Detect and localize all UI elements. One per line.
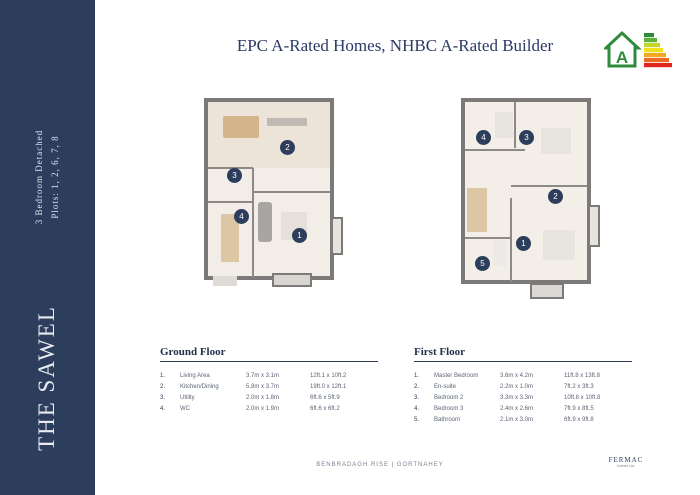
first-floor-heading: First Floor [414, 346, 632, 362]
room-name: Bedroom 3 [434, 405, 464, 412]
room-name: En-suite [434, 383, 457, 390]
ground-marker-3: 3 [227, 168, 242, 183]
ground-floor-heading: Ground Floor [160, 346, 378, 362]
brand-tagline: Homes Ltd. [617, 464, 635, 468]
table-row [414, 392, 632, 403]
table-row [414, 381, 632, 392]
first-floor-table [414, 370, 632, 425]
ground-floor-schedule [160, 346, 378, 414]
first-floor-drawing [455, 98, 605, 306]
room-metric: 2.2m x 1.0m [500, 383, 534, 390]
sidebar [0, 0, 95, 495]
room-number: 1. [160, 372, 166, 379]
room-imperial: 6ft.6 x 6ft.2 [310, 405, 340, 412]
table-row [160, 370, 378, 381]
table-row [414, 370, 632, 381]
ground-marker-4: 4 [234, 209, 249, 224]
development-name: BENBRADAGH RISE | GORTNAHEY [316, 462, 444, 468]
room-metric: 3.3m x 3.3m [500, 394, 534, 401]
first-floor-plan [455, 98, 605, 306]
room-metric: 2.4m x 2.6m [500, 405, 534, 412]
house-title: THE SAWEL [34, 305, 59, 451]
room-number: 2. [160, 383, 166, 390]
room-number: 4. [160, 405, 166, 412]
table-row [160, 403, 378, 414]
room-number: 3. [414, 394, 420, 401]
room-metric: 5.8m x 3.7m [246, 383, 280, 390]
room-metric: 3.7m x 3.1m [246, 372, 280, 379]
room-name: WC [180, 405, 190, 412]
first-floor-schedule [414, 346, 632, 425]
room-number: 1. [414, 372, 420, 379]
room-name: Kitchen/Dining [180, 383, 219, 390]
table-row [414, 414, 632, 425]
first-marker-2: 2 [548, 189, 563, 204]
room-imperial: 7ft.9 x 8ft.5 [564, 405, 594, 412]
ground-floor-drawing [203, 98, 351, 298]
room-metric: 2.1m x 3.0m [500, 416, 534, 423]
brand-name: FERMAC [608, 456, 644, 464]
room-imperial: 11ft.8 x 13ft.8 [564, 372, 600, 379]
room-name: Bedroom 2 [434, 394, 464, 401]
table-row [160, 392, 378, 403]
room-metric: 3.6m x 4.2m [500, 372, 534, 379]
room-imperial: 10ft.8 x 10ft.8 [564, 394, 601, 401]
first-marker-4: 4 [476, 130, 491, 145]
room-imperial: 6ft.9 x 9ft.8 [564, 416, 594, 423]
room-metric: 2.0m x 1.9m [246, 405, 280, 412]
room-number: 5. [414, 416, 420, 423]
plots-subtitle: Plots: 1, 2, 6, 7, 8 [50, 135, 60, 219]
headline: EPC A-Rated Homes, NHBC A-Rated Builder [236, 36, 554, 55]
epc-letter: A [615, 48, 629, 67]
room-imperial: 7ft.2 x 3ft.3 [564, 383, 594, 390]
first-marker-3: 3 [519, 130, 534, 145]
first-marker-5: 5 [475, 256, 490, 271]
ground-marker-1: 1 [292, 228, 307, 243]
house-type-subtitle: 3 Bedroom Detached [34, 129, 44, 225]
room-metric: 2.0m x 1.8m [246, 394, 280, 401]
ground-marker-2: 2 [280, 140, 295, 155]
room-number: 4. [414, 405, 420, 412]
house-epc-icon [604, 30, 676, 68]
room-imperial: 19ft.0 x 12ft.1 [310, 383, 347, 390]
room-number: 3. [160, 394, 166, 401]
brand-logo [606, 456, 646, 468]
room-number: 2. [414, 383, 420, 390]
table-row [160, 381, 378, 392]
room-name: Utility [180, 394, 195, 401]
room-imperial: 6ft.6 x 5ft.9 [310, 394, 340, 401]
room-imperial: 12ft.1 x 10ft.2 [310, 372, 347, 379]
room-name: Bathroom [434, 416, 461, 423]
room-name: Master Bedroom [434, 372, 479, 379]
table-row [414, 403, 632, 414]
ground-floor-plan [203, 98, 351, 298]
room-name: Living Area [180, 372, 210, 379]
ground-floor-table [160, 370, 378, 414]
first-marker-1: 1 [516, 236, 531, 251]
